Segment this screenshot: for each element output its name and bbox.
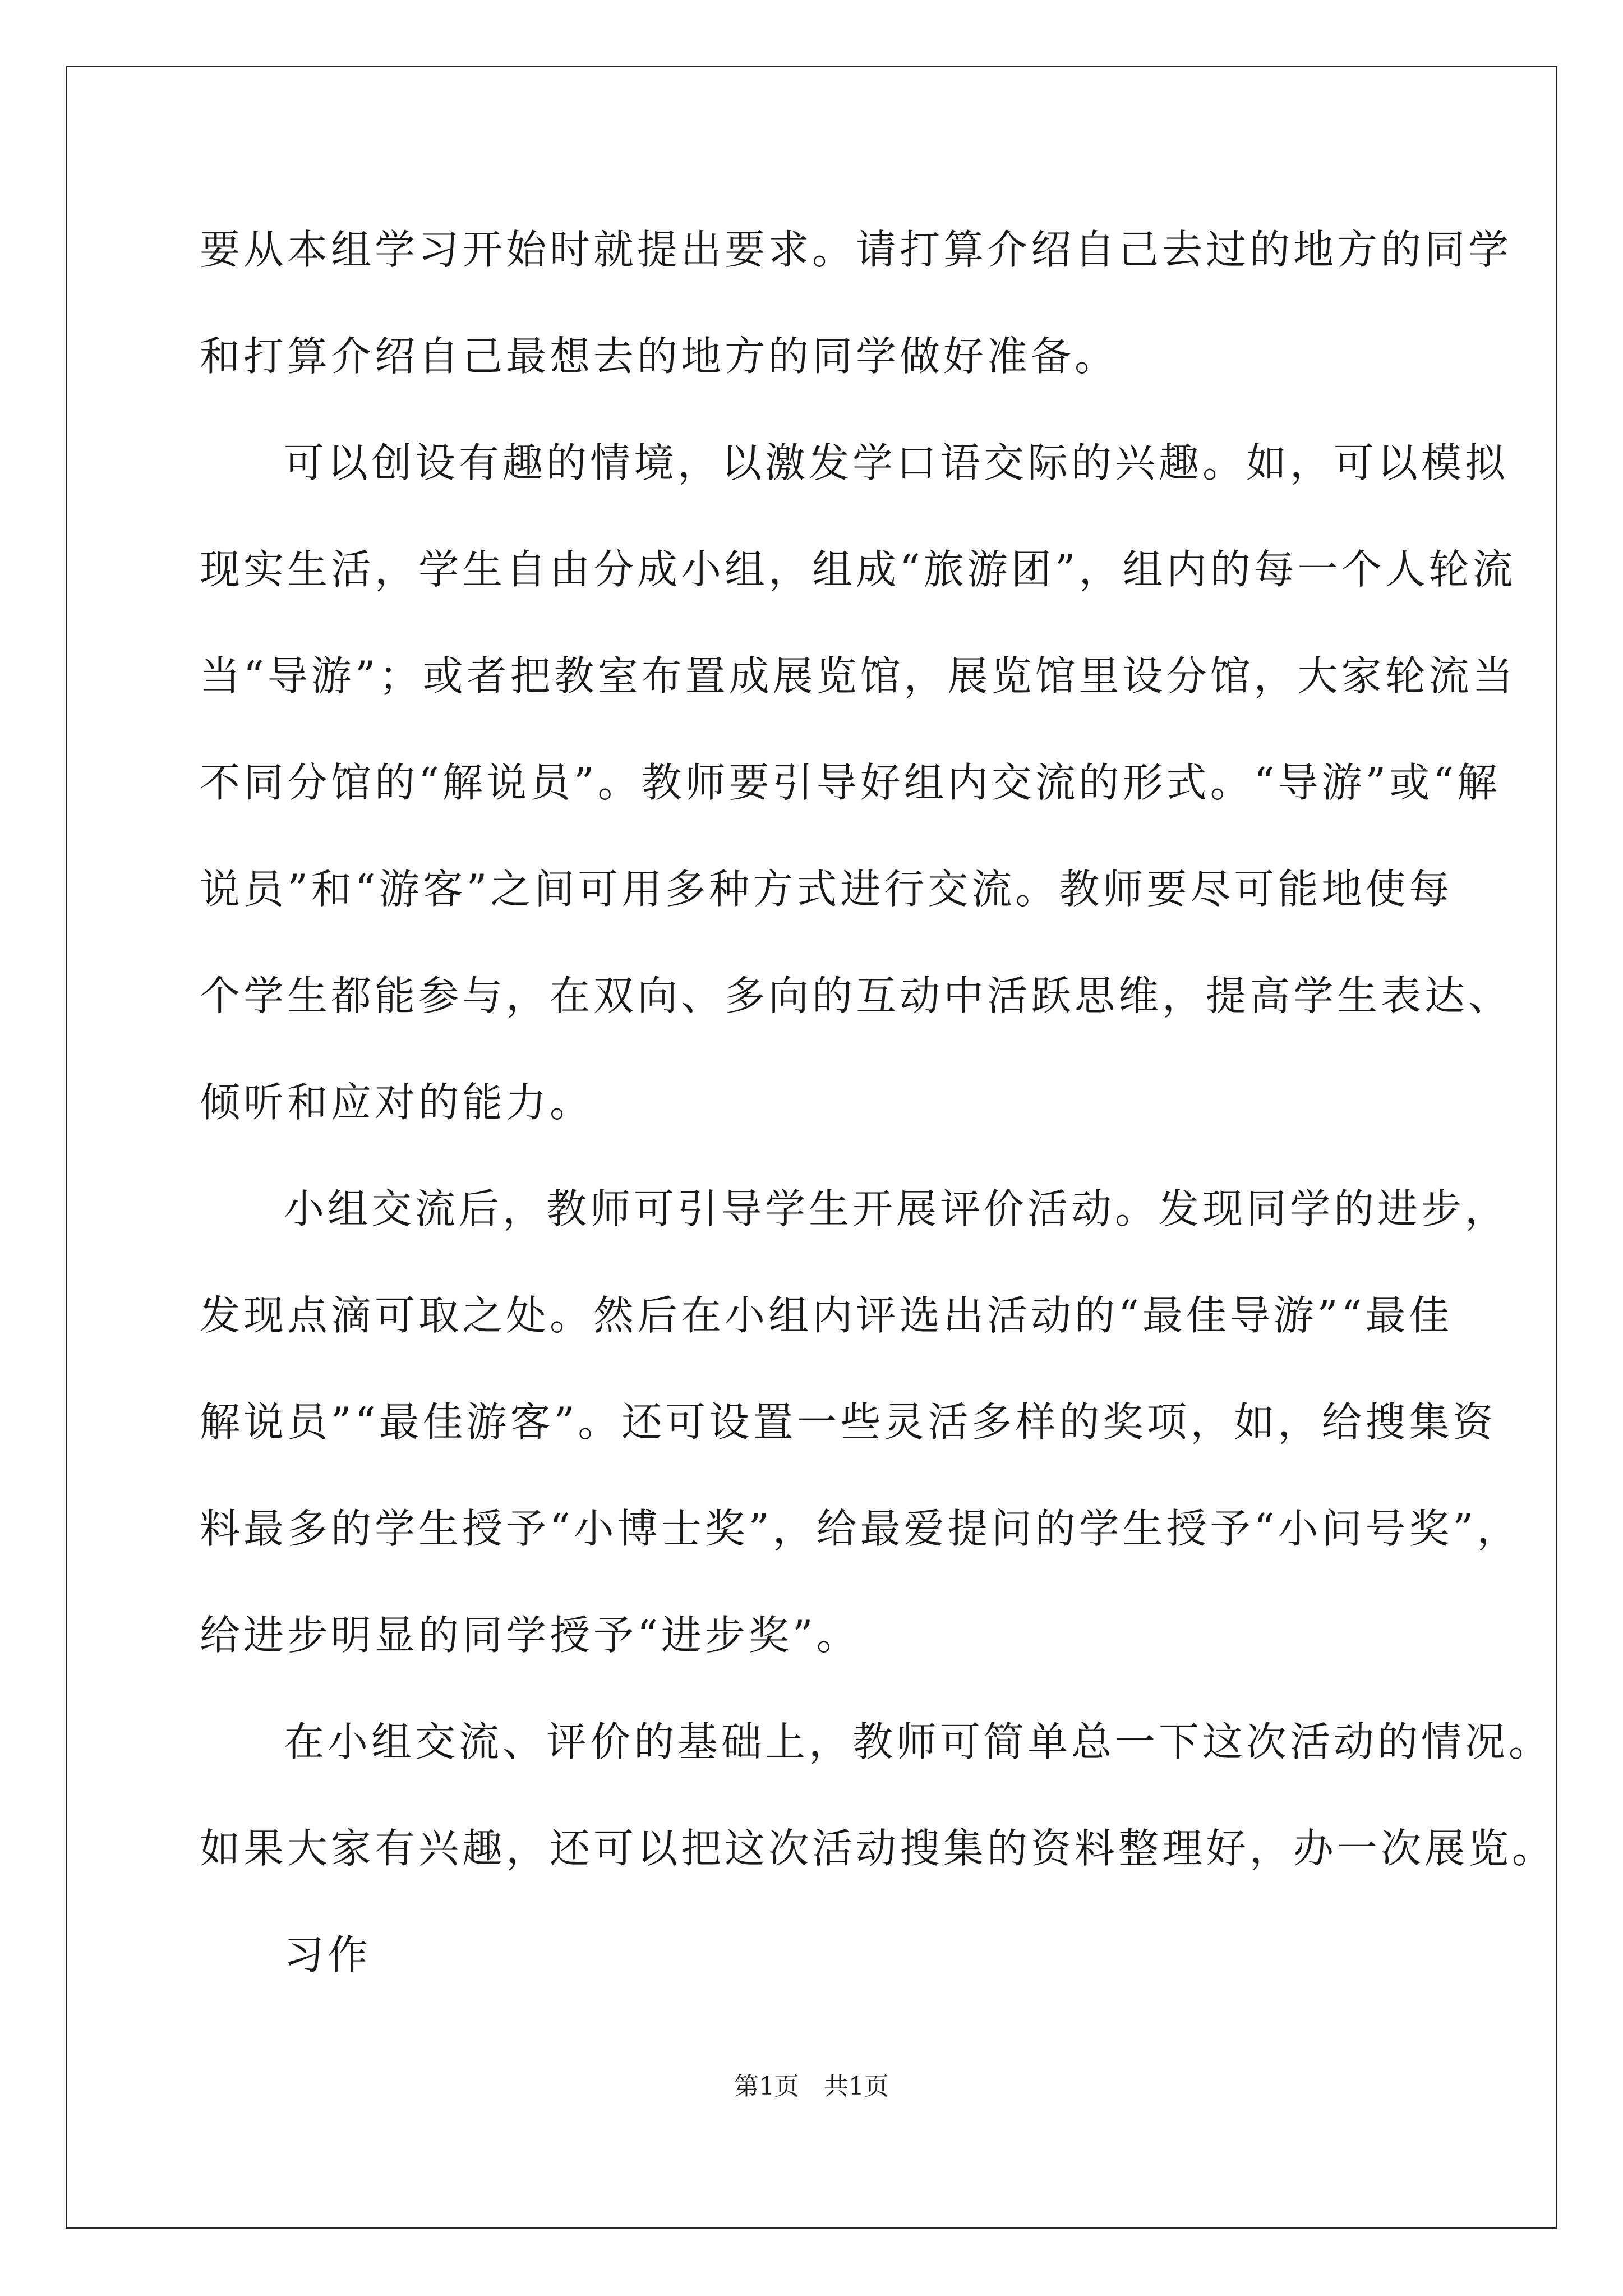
text-line: 解说员”“最佳游客”。还可设置一些灵活多样的奖项，如，给搜集资	[200, 1398, 1497, 1446]
text-line: 当“导游”；或者把教室布置成展览馆，展览馆里设分馆，大家轮流当	[200, 652, 1516, 700]
text-line: 要从本组学习开始时就提出要求。请打算介绍自己去过的地方的同学	[200, 226, 1513, 273]
paragraph-start-line: 在小组交流、评价的基础上，教师可简单总一下这次活动的情况。	[284, 1718, 1553, 1765]
text-line: 料最多的学生授予“小博士奖”，给最爱提问的学生授予“小问号奖”，	[200, 1505, 1521, 1552]
paragraph-start-line: 可以创设有趣的情境，以激发学口语交际的兴趣。如，可以模拟	[284, 439, 1509, 486]
text-line: 和打算介绍自己最想去的地方的同学做好准备。	[200, 333, 1119, 380]
text-line: 说员”和“游客”之间可用多种方式进行交流。教师要尽可能地使每	[200, 866, 1453, 913]
text-line: 发现点滴可取之处。然后在小组内评选出活动的“最佳导游”“最佳	[200, 1292, 1453, 1339]
page-footer: 第1页 共1页	[734, 2072, 889, 2101]
text-line: 给进步明显的同学授予“进步奖”。	[200, 1612, 860, 1659]
text-line: 个学生都能参与，在双向、多向的互动中活跃思维，提高学生表达、	[200, 972, 1513, 1019]
text-line: 倾听和应对的能力。	[200, 1079, 594, 1126]
paragraph-start-line: 小组交流后，教师可引导学生开展评价活动。发现同学的进步，	[284, 1185, 1509, 1232]
text-line: 如果大家有兴趣，还可以把这次活动搜集的资料整理好，办一次展览。	[200, 1825, 1556, 1872]
section-heading: 习作	[284, 1931, 372, 1978]
document-body	[200, 208, 1556, 2019]
text-line: 不同分馆的“解说员”。教师要引导好组内交流的形式。“导游”或“解	[200, 759, 1501, 806]
text-line: 现实生活，学生自由分成小组，组成“旅游团”，组内的每一个人轮流	[200, 546, 1516, 593]
